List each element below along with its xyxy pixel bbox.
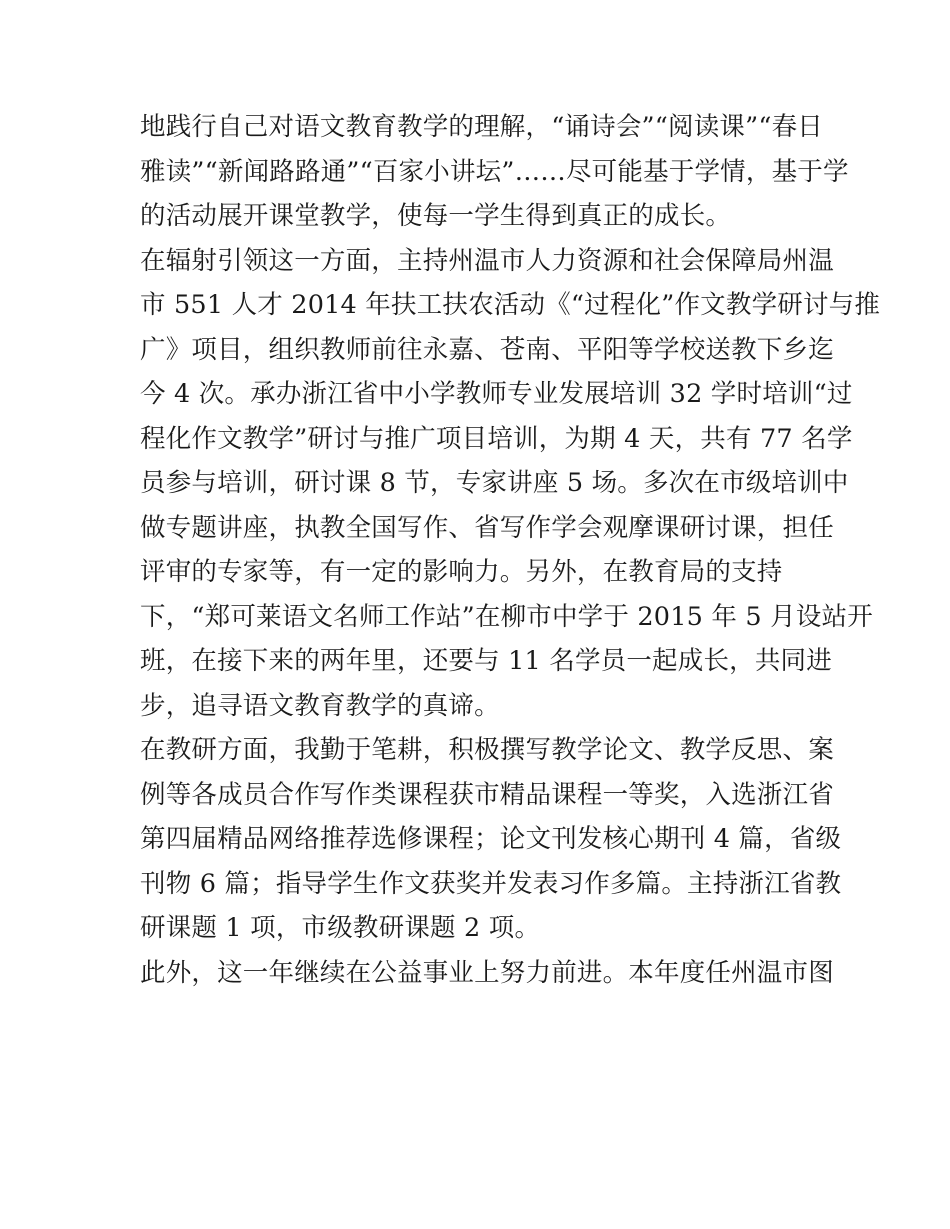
text-line: 下，“郑可莱语文名师工作站”在柳市中学于 2015 年 5 月设站开 — [140, 601, 873, 632]
text-line: 在辐射引领这一方面，主持州温市人力资源和社会保障局州温 — [140, 245, 834, 276]
text-line: 做专题讲座，执教全国写作、省写作学会观摩课研讨课，担任 — [140, 512, 834, 543]
document-body — [140, 105, 881, 995]
paragraph-teaching-practice — [140, 105, 849, 239]
text-line: 雅读”“新闻路路通”“百家小讲坛”……尽可能基于学情，基于学 — [140, 156, 849, 187]
text-line: 的活动展开课堂教学，使每一学生得到真正的成长。 — [140, 201, 732, 231]
text-line: 广》项目，组织教师前往永嘉、苍南、平阳等学校送教下乡迄 — [140, 334, 834, 365]
text-line: 今 4 次。承办浙江省中小学教师专业发展培训 32 学时培训“过 — [140, 379, 853, 409]
text-line: 此外，这一年继续在公益事业上努力前进。本年度任州温市图 — [140, 957, 834, 988]
text-line: 市 551 人才 2014 年扶工扶农活动《“过程化”作文教学研讨与推 — [140, 290, 881, 320]
text-line: 研课题 1 项，市级教研课题 2 项。 — [140, 913, 541, 943]
text-line: 刊物 6 篇；指导学生作文获奖并发表习作多篇。主持浙江省教 — [140, 868, 842, 899]
text-line: 第四届精品网络推荐选修课程；论文刊发核心期刊 4 篇，省级 — [140, 824, 842, 854]
text-line: 步，追寻语文教育教学的真谛。 — [140, 690, 500, 721]
text-line: 评审的专家等，有一定的影响力。另外，在教育局的支持 — [140, 557, 783, 587]
paragraph-teaching-research — [140, 728, 842, 951]
text-line: 在教研方面，我勤于笔耕，积极撰写教学论文、教学反思、案 — [140, 735, 834, 765]
text-line: 例等各成员合作写作类课程获市精品课程一等奖，入选浙江省 — [140, 779, 834, 810]
text-line: 班，在接下来的两年里，还要与 11 名学员一起成长，共同进 — [140, 646, 832, 676]
paragraph-public-welfare — [140, 951, 834, 996]
text-line: 员参与培训，研讨课 8 节，专家讲座 5 场。多次在市级培训中 — [140, 468, 849, 498]
text-line: 程化作文教学”研讨与推广项目培训，为期 4 天，共有 77 名学 — [140, 423, 853, 454]
paragraph-radiation-leadership — [140, 239, 881, 729]
text-line: 地践行自己对语文教育教学的理解，“诵诗会”“阅读课”“春日 — [140, 112, 823, 142]
